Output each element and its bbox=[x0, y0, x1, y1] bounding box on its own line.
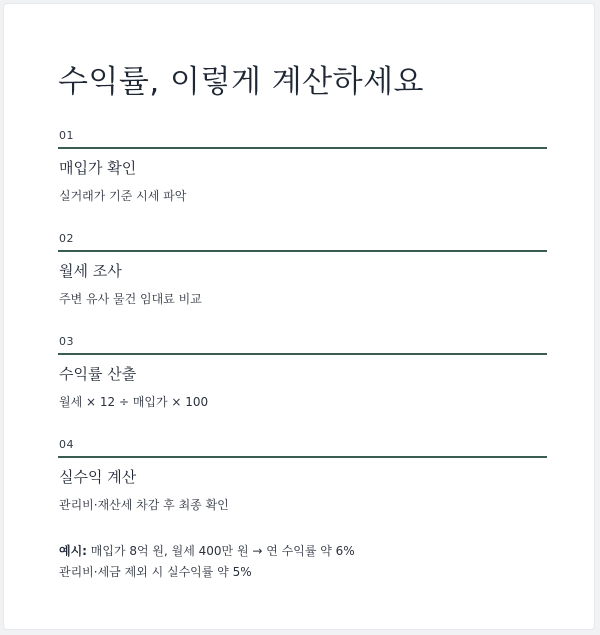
step-divider bbox=[58, 353, 547, 355]
step-number: 04 bbox=[59, 438, 74, 451]
page-title: 수익률, 이렇게 계산하세요 bbox=[58, 64, 424, 100]
example-line-2: 관리비·세금 제외 시 실수익률 약 5% bbox=[59, 565, 252, 579]
step-number: 02 bbox=[59, 232, 74, 245]
example-label: 예시: bbox=[59, 544, 87, 558]
step-divider bbox=[58, 147, 547, 149]
example-line-1 bbox=[59, 541, 355, 562]
step-title: 수익률 산출 bbox=[59, 365, 137, 383]
step-title: 월세 조사 bbox=[59, 262, 122, 280]
content-card bbox=[3, 3, 595, 630]
step-description: 관리비·재산세 차감 후 최종 확인 bbox=[59, 498, 229, 512]
step-title: 매입가 확인 bbox=[59, 159, 137, 177]
example-text: 매입가 8억 원, 월세 400만 원 → 연 수익률 약 6% bbox=[86, 544, 355, 558]
step-number: 03 bbox=[59, 335, 74, 348]
step-number: 01 bbox=[59, 129, 74, 142]
step-description: 월세 × 12 ÷ 매입가 × 100 bbox=[59, 395, 209, 409]
example-note bbox=[59, 541, 355, 583]
step-divider bbox=[58, 456, 547, 458]
step-description: 주변 유사 물건 임대료 비교 bbox=[59, 292, 202, 306]
step-description: 실거래가 기준 시세 파악 bbox=[59, 189, 187, 203]
step-title: 실수익 계산 bbox=[59, 468, 137, 486]
step-divider bbox=[58, 250, 547, 252]
